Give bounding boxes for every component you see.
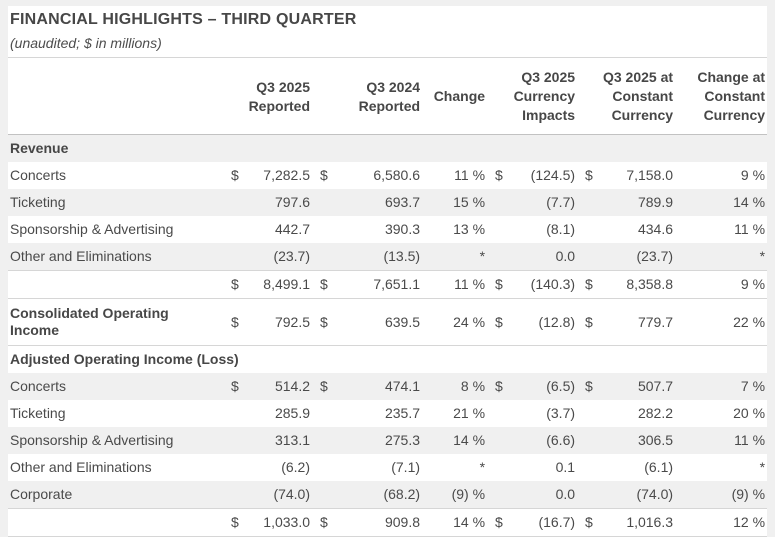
change-constant-currency-value: (9) %: [675, 481, 767, 509]
constant-currency-value: (23.7): [603, 243, 675, 271]
dollar-sign: [312, 243, 338, 271]
column-header-change-constant-currency: Change at Constant Currency: [675, 58, 767, 135]
q3-2024-reported-value: 639.5: [338, 299, 422, 346]
section-title: Adjusted Operating Income (Loss): [8, 346, 767, 374]
constant-currency-value: 434.6: [603, 216, 675, 243]
currency-impacts-value: (12.8): [511, 299, 577, 346]
table-row: [8, 481, 767, 509]
q3-2024-reported-value: (7.1): [338, 454, 422, 481]
q3-2025-reported-value: 8,499.1: [245, 271, 312, 299]
constant-currency-value: 779.7: [603, 299, 675, 346]
dollar-sign: [487, 216, 511, 243]
dollar-sign: [312, 427, 338, 454]
dollar-sign: [223, 481, 245, 509]
change-constant-currency-value: *: [675, 454, 767, 481]
change-constant-currency-value: 22 %: [675, 299, 767, 346]
q3-2024-reported-value: 7,651.1: [338, 271, 422, 299]
q3-2025-reported-value: 797.6: [245, 189, 312, 216]
currency-impacts-value: (8.1): [511, 216, 577, 243]
change-constant-currency-value: 14 %: [675, 189, 767, 216]
financial-highlights-table: [8, 58, 767, 537]
dollar-sign: [577, 454, 603, 481]
dollar-sign: $: [223, 509, 245, 537]
document-header: [8, 6, 767, 58]
q3-2025-reported-value: 1,033.0: [245, 509, 312, 537]
page-title: FINANCIAL HIGHLIGHTS – THIRD QUARTER: [10, 11, 357, 28]
change-value: 11 %: [422, 271, 487, 299]
section-header-row: [8, 135, 767, 163]
dollar-sign: [487, 427, 511, 454]
dollar-sign: [312, 189, 338, 216]
constant-currency-value: 282.2: [603, 400, 675, 427]
dollar-sign: [487, 243, 511, 271]
table-row: [8, 189, 767, 216]
table-row: [8, 243, 767, 271]
dollar-sign: [312, 400, 338, 427]
q3-2024-reported-value: 693.7: [338, 189, 422, 216]
row-label: Sponsorship & Advertising: [8, 216, 223, 243]
dollar-sign: $: [577, 162, 603, 189]
table-row: [8, 373, 767, 400]
change-constant-currency-value: 7 %: [675, 373, 767, 400]
dollar-sign: [223, 243, 245, 271]
row-label: Ticketing: [8, 189, 223, 216]
row-label: Other and Eliminations: [8, 454, 223, 481]
row-label: Sponsorship & Advertising: [8, 427, 223, 454]
q3-2024-reported-value: (13.5): [338, 243, 422, 271]
constant-currency-value: 7,158.0: [603, 162, 675, 189]
constant-currency-value: 789.9: [603, 189, 675, 216]
dollar-sign: $: [223, 299, 245, 346]
dollar-sign: $: [577, 509, 603, 537]
column-header-q3-2025-constant-currency: Q3 2025 at Constant Currency: [577, 58, 675, 135]
change-value: 21 %: [422, 400, 487, 427]
table-row: [8, 400, 767, 427]
dollar-sign: $: [487, 162, 511, 189]
section-header-row: [8, 346, 767, 374]
change-value: 13 %: [422, 216, 487, 243]
dollar-sign: $: [577, 299, 603, 346]
q3-2024-reported-value: 6,580.6: [338, 162, 422, 189]
q3-2025-reported-value: 7,282.5: [245, 162, 312, 189]
dollar-sign: [312, 481, 338, 509]
row-label: Other and Eliminations: [8, 243, 223, 271]
dollar-sign: $: [312, 299, 338, 346]
dollar-sign: $: [487, 299, 511, 346]
change-value: 15 %: [422, 189, 487, 216]
change-constant-currency-value: 9 %: [675, 162, 767, 189]
change-value: 14 %: [422, 427, 487, 454]
change-value: (9) %: [422, 481, 487, 509]
table-header: [8, 58, 767, 135]
constant-currency-value: 306.5: [603, 427, 675, 454]
currency-impacts-value: (6.6): [511, 427, 577, 454]
dollar-sign: [487, 454, 511, 481]
row-label: Concerts: [8, 162, 223, 189]
change-constant-currency-value: 12 %: [675, 509, 767, 537]
q3-2025-reported-value: 313.1: [245, 427, 312, 454]
table-row: [8, 427, 767, 454]
table-row: [8, 299, 767, 346]
constant-currency-value: 507.7: [603, 373, 675, 400]
dollar-sign: [577, 189, 603, 216]
dollar-sign: $: [487, 373, 511, 400]
currency-impacts-value: (124.5): [511, 162, 577, 189]
constant-currency-value: (74.0): [603, 481, 675, 509]
dollar-sign: [223, 427, 245, 454]
currency-impacts-value: (7.7): [511, 189, 577, 216]
table-row: [8, 454, 767, 481]
q3-2025-reported-value: 442.7: [245, 216, 312, 243]
q3-2025-reported-value: 792.5: [245, 299, 312, 346]
dollar-sign: $: [312, 271, 338, 299]
dollar-sign: [577, 400, 603, 427]
q3-2024-reported-value: 390.3: [338, 216, 422, 243]
dollar-sign: $: [487, 271, 511, 299]
currency-impacts-value: 0.0: [511, 481, 577, 509]
currency-impacts-value: (140.3): [511, 271, 577, 299]
dollar-sign: [223, 454, 245, 481]
dollar-sign: $: [312, 509, 338, 537]
change-value: 14 %: [422, 509, 487, 537]
column-header-q3-2024-reported: Q3 2024 Reported: [312, 58, 422, 135]
dollar-sign: $: [223, 162, 245, 189]
column-header-q3-2025-reported: Q3 2025 Reported: [223, 58, 312, 135]
currency-impacts-value: (6.5): [511, 373, 577, 400]
dollar-sign: [577, 481, 603, 509]
q3-2025-reported-value: (23.7): [245, 243, 312, 271]
row-label: [8, 271, 223, 299]
q3-2024-reported-value: 235.7: [338, 400, 422, 427]
dollar-sign: $: [223, 373, 245, 400]
table-row: [8, 216, 767, 243]
change-value: *: [422, 454, 487, 481]
change-value: 11 %: [422, 162, 487, 189]
dollar-sign: [223, 216, 245, 243]
q3-2025-reported-value: 285.9: [245, 400, 312, 427]
change-value: 24 %: [422, 299, 487, 346]
dollar-sign: [577, 243, 603, 271]
column-header-spacer: [8, 58, 223, 135]
table-body: [8, 135, 767, 537]
dollar-sign: [487, 400, 511, 427]
dollar-sign: [577, 427, 603, 454]
dollar-sign: $: [577, 271, 603, 299]
dollar-sign: $: [487, 509, 511, 537]
q3-2024-reported-value: 909.8: [338, 509, 422, 537]
currency-impacts-value: (3.7): [511, 400, 577, 427]
dollar-sign: $: [312, 162, 338, 189]
column-header-change: Change: [422, 58, 487, 135]
constant-currency-value: 8,358.8: [603, 271, 675, 299]
row-label: Ticketing: [8, 400, 223, 427]
table-row: [8, 162, 767, 189]
q3-2024-reported-value: 474.1: [338, 373, 422, 400]
row-label: Consolidated Operating Income: [8, 299, 223, 346]
dollar-sign: $: [223, 271, 245, 299]
change-constant-currency-value: 20 %: [675, 400, 767, 427]
change-constant-currency-value: 11 %: [675, 216, 767, 243]
change-value: 8 %: [422, 373, 487, 400]
dollar-sign: [487, 481, 511, 509]
change-constant-currency-value: *: [675, 243, 767, 271]
currency-impacts-value: (16.7): [511, 509, 577, 537]
table-row: [8, 271, 767, 299]
currency-impacts-value: 0.1: [511, 454, 577, 481]
column-header-q3-2025-currency-impacts: Q3 2025 Currency Impacts: [487, 58, 577, 135]
page-subtitle: (unaudited; $ in millions): [10, 35, 162, 51]
q3-2025-reported-value: (74.0): [245, 481, 312, 509]
table-row: [8, 509, 767, 537]
q3-2025-reported-value: 514.2: [245, 373, 312, 400]
row-label: Concerts: [8, 373, 223, 400]
q3-2025-reported-value: (6.2): [245, 454, 312, 481]
dollar-sign: [312, 216, 338, 243]
change-value: *: [422, 243, 487, 271]
constant-currency-value: 1,016.3: [603, 509, 675, 537]
q3-2024-reported-value: (68.2): [338, 481, 422, 509]
dollar-sign: [312, 454, 338, 481]
row-label: Corporate: [8, 481, 223, 509]
section-title: Revenue: [8, 135, 767, 163]
dollar-sign: [223, 400, 245, 427]
dollar-sign: [577, 216, 603, 243]
q3-2024-reported-value: 275.3: [338, 427, 422, 454]
dollar-sign: [487, 189, 511, 216]
financial-highlights-document: [8, 6, 767, 537]
change-constant-currency-value: 9 %: [675, 271, 767, 299]
change-constant-currency-value: 11 %: [675, 427, 767, 454]
dollar-sign: $: [577, 373, 603, 400]
constant-currency-value: (6.1): [603, 454, 675, 481]
dollar-sign: $: [312, 373, 338, 400]
dollar-sign: [223, 189, 245, 216]
row-label: [8, 509, 223, 537]
currency-impacts-value: 0.0: [511, 243, 577, 271]
table-header-row: [8, 58, 767, 135]
